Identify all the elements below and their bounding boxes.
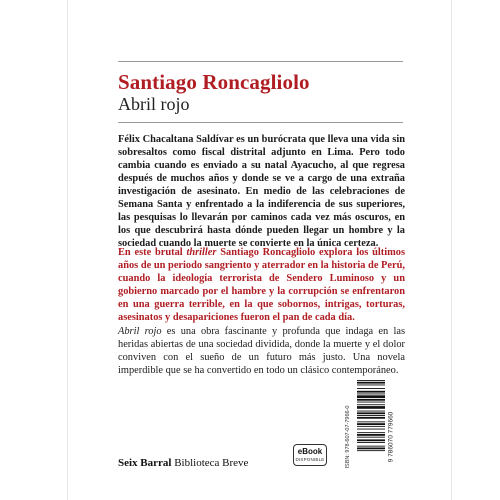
publisher-imprint: [118, 457, 248, 469]
synopsis-paragraph-3: [118, 325, 405, 377]
p3-text: es una obra fascinante y profunda que indaga en las heridas abiertas de una sociedad dividida, donde la muerte y el dolor conviven con el sueño de un futuro más justo. Una novela imperdible que se ha convertido en todo un clásico contemporáneo.: [118, 326, 405, 376]
ebook-label: eBook: [297, 447, 323, 456]
collection-name: Biblioteca Breve: [174, 457, 249, 469]
ebook-badge: [293, 444, 327, 466]
top-divider: [118, 61, 403, 62]
isbn-value: ISBN: 978-607-07-7966-0: [345, 405, 351, 469]
title-divider: [118, 122, 403, 123]
book-title: Abril rojo: [118, 94, 190, 114]
author-name: Santiago Roncagliolo: [118, 70, 310, 94]
barcode-icon: [355, 376, 387, 498]
p2-emphasis: thriller: [186, 247, 217, 258]
p3-emphasis: Abril rojo: [118, 326, 162, 337]
p2-text-end: Santiago Roncagliolo explora los últimos años de un periodo sangriento y aterrador en la historia de Perú, cuando la ideología terrorista de Sendero Luminoso y un gobierno marcado por el hambre y la corrupción se enfrentaron en una guerra terrible, en la que sobornos, intrigas, torturas, asesinatos y desapariciones fueron el pan de cada día.: [118, 247, 405, 323]
barcode-digits-value: 9 786070 779660: [387, 411, 395, 463]
synopsis-paragraph-2: [118, 246, 405, 324]
barcode-digits: [387, 376, 395, 498]
barcode-block: [343, 376, 395, 498]
book-back-cover: [67, 0, 452, 500]
p2-text-start: En este brutal: [118, 247, 187, 258]
ebook-sublabel: DISPONIBLE: [295, 457, 325, 462]
isbn-text: [343, 376, 353, 498]
publisher-name: Seix Barral: [118, 457, 172, 469]
synopsis-paragraph-1: Félix Chacaltana Saldívar es un burócrata que lleva una vida sin sobresaltos como fiscal distrital adjunto en Lima. Pero todo cambia cuando es enviado a su natal Ayacucho, al que regresa después de muchos años y donde se ve a cargo de una extraña investigación de asesinato. En medio de las celebraciones de Semana Santa y enfrentado a la indiferencia de sus superiores, las pesquisas lo llevarán por caminos cada vez más oscuros, en los que descubrirá hasta dónde pueden llegar un hombre y la sociedad cuando la muerte se convierte en la única certeza.: [118, 134, 405, 249]
